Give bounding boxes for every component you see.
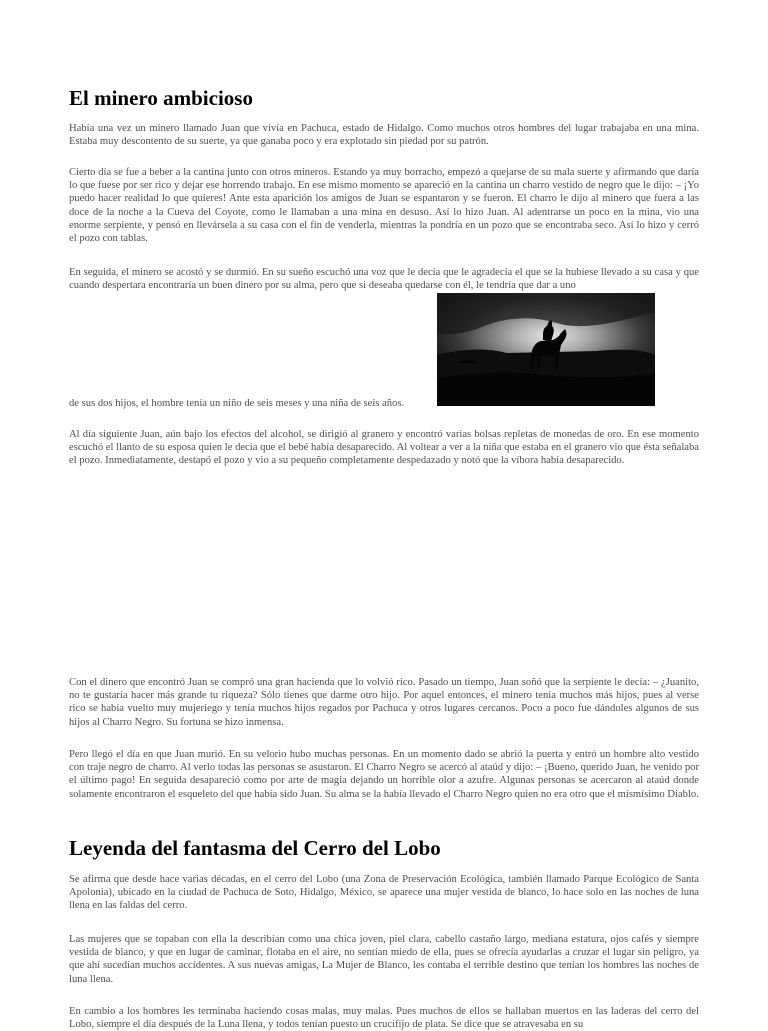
paragraph-4: Al día siguiente Juan, aún bajo los efectos del alcohol, se dirigió al granero y encontró varias bolsas repletas de monedas de oro. En ese momento escuchó el llanto de su esposa quien le decía que el bebé había desaparecido. Al voltear a ver a la niña que estaba en el granero vio que ésta señalaba el pozo. Inmediatamente, destapó el pozo y vio a su pequeño completamente despedazado y notó que la víbora había desaparecido. [69,429,699,467]
horse-rider-silhouette-photo [437,293,655,406]
paragraph-5: Con el dinero que encontró Juan se compró una gran hacienda que lo volvió rico. Pasado un tiempo, Juan soñó que la serpiente le decía: – ¿Juanito, no te gustaría hacer más grande tu riqueza? Sólo tienes que darme otro hijo. Por aquel entonces, el minero tenía muchos más hijos, pues al verse rico se había vuelto muy mujeriego y tenía muchos hijos regados por Pachuca y otros lugares cercanos. Poco a poco fue dándoles algunos de sus hijos al Charro Negro. Su fortuna se hizo inmensa. [69,677,699,728]
paragraph-6: Pero llegó el día en que Juan murió. En su velorio hubo muchas personas. En un momento dado se abrió la puerta y entró un hombre alto vestido con traje negro de charro. Al verlo todas las personas se asustaron. El Charro Negro se acercó al ataúd y dijo: – ¡Bueno, querido Juan, he venido por el último pago! En seguida desapareció como por arte de magia dejando un horrible olor a azufre. Algunas personas se acercaron al ataúd donde solamente encontraron el esqueleto del que había sido Juan. Su alma se la había llevado el Charro Negro quien no era otro que el mismísimo Diablo. [69,749,699,800]
paragraph-7: Se afirma que desde hace varias décadas, en el cerro del Lobo (una Zona de Preservación Ecológica, también llamado Parque Ecológico de Santa Apolonia), ubicado en la ciudad de Pachuca de Soto, Hidalgo, México, se aparece una mujer vestida de blanco, lo hace solo en las noches de luna llena en las faldas del cerro. [69,874,699,912]
story-title-minero: El minero ambicioso [69,86,253,110]
paragraph-9: En cambio a los hombres les terminaba haciendo cosas malas, muy malas. Pues muchos de ellos se hallaban muertos en las laderas del cerro del Lobo, siempre el día después de la Luna llena, y todos tenían puesto un crucifijo de plata. Se dice que se atravesaba en su [69,1006,699,1031]
paragraph-3b: de sus dos hijos, el hombre tenía un niño de seis meses y una niña de seis años. [69,398,405,409]
paragraph-3a: En seguida, el minero se acostó y se durmió. En su sueño escuchó una voz que le decía que le agradecía el que se la hubiese llevado a su casa y que cuando despertara encontraría un buen dinero por su alma, pero que si deseaba quedarse con él, le tendría que dar a uno [69,267,699,292]
story-title-cerro-del-lobo: Leyenda del fantasma del Cerro del Lobo [69,836,441,860]
paragraph-2: Cierto día se fue a beber a la cantina junto con otros mineros. Estando ya muy borracho, empezó a quejarse de su mala suerte y afirmando que daría lo que fuese por ser rico y dejar ese horrendo trabajo. En ese mismo momento se apareció en la cantina un charro vestido de negro que le dijo: – ¡Yo puedo hacer realidad lo que quieres! Ante esta aparición los amigos de Juan se espantaron y se fueron. El charro le dijo al minero que fuera a las doce de la noche a la Cueva del Coyote, como le llamaban a una mina en desuso. Así lo hizo Juan. Al adentrarse un poco en la mina, vio una enorme serpiente, y pensó en llevársela a su casa con el fin de venderla, mientras la pondría en un pozo que se encontraba seco. Así lo hizo y cerró el pozo con tablas. [69,167,699,245]
paragraph-1: Había una vez un minero llamado Juan que vivía en Pachuca, estado de Hidalgo. Como muchos otros hombres del lugar trabajaba en una mina. Estaba muy descontento de su suerte, ya que ganaba poco y era explotado sin piedad por su patrón. [69,123,699,148]
paragraph-8: Las mujeres que se topaban con ella la describían como una chica joven, piel clara, cabello castaño largo, mediana estatura, ojos cafés y siempre vestida de blanco, y que en lugar de caminar, flotaba en el aire, no sentían miedo de ella, pues se ofrecía ayudarlas a cruzar el lugar sin peligro, ya que ahí sucedían muchos accidentes. A sus nuevas amigas, La Mujer de Blanco, les contaba el terrible destino que tenían los hombres las noches de luna llena. [69,934,699,985]
